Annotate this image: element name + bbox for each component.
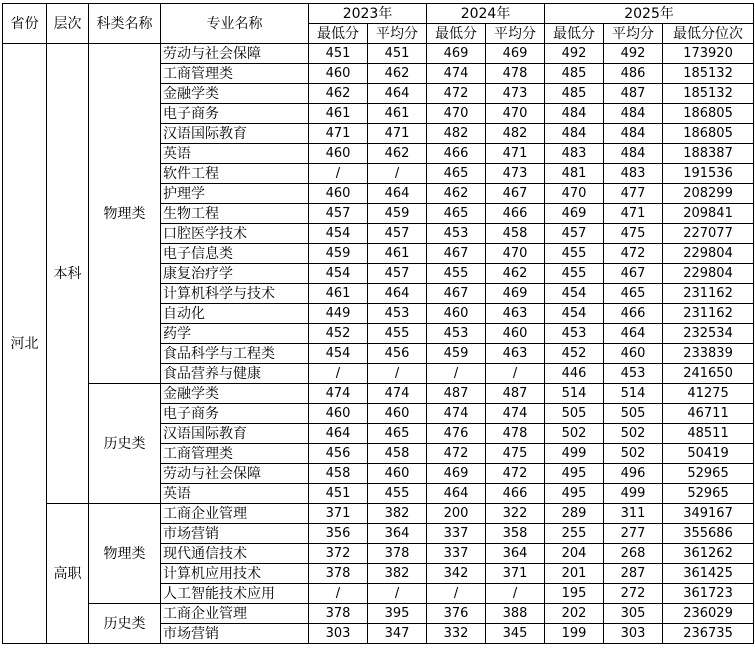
score-cell-a24: 478	[486, 64, 545, 84]
score-cell-r25: 191536	[663, 164, 754, 184]
score-cell-a24: 460	[486, 324, 545, 344]
score-cell-m25: 470	[545, 184, 604, 204]
category-cell: 历史类	[89, 604, 161, 644]
score-cell-a24: 473	[486, 84, 545, 104]
score-cell-r25: 361262	[663, 544, 754, 564]
score-cell-a23: 458	[368, 444, 427, 464]
score-cell-a25: 514	[604, 384, 663, 404]
header-min-score: 最低分	[427, 24, 486, 44]
score-cell-r25: 361723	[663, 584, 754, 604]
score-cell-m25: 457	[545, 224, 604, 244]
score-cell-a25: 311	[604, 504, 663, 524]
score-cell-m23: 378	[309, 604, 368, 624]
major-cell: 人工智能技术应用	[161, 584, 309, 604]
score-cell-a23: 460	[368, 404, 427, 424]
score-cell-a24: 487	[486, 384, 545, 404]
score-cell-m24: 464	[427, 484, 486, 504]
major-cell: 市场营销	[161, 524, 309, 544]
score-cell-a25: 466	[604, 304, 663, 324]
score-cell-m25: 484	[545, 104, 604, 124]
score-cell-a24: 471	[486, 144, 545, 164]
header-province: 省份	[3, 4, 47, 44]
table-row	[3, 604, 754, 624]
score-cell-m24: 337	[427, 544, 486, 564]
score-cell-a24: 364	[486, 544, 545, 564]
score-cell-m25: 455	[545, 244, 604, 264]
score-cell-r25: 41275	[663, 384, 754, 404]
category-cell: 物理类	[89, 504, 161, 604]
score-cell-m24: 466	[427, 144, 486, 164]
major-cell: 食品科学与工程类	[161, 344, 309, 364]
score-cell-m24: 472	[427, 444, 486, 464]
score-cell-m23: 461	[309, 284, 368, 304]
score-cell-m24: 460	[427, 304, 486, 324]
province-cell: 河北	[3, 44, 47, 644]
score-cell-m25: 483	[545, 144, 604, 164]
score-cell-a23: 465	[368, 424, 427, 444]
score-cell-m23: /	[309, 164, 368, 184]
score-cell-a23: 451	[368, 44, 427, 64]
header-year-2024: 2024年	[427, 4, 545, 24]
score-cell-a24: 462	[486, 264, 545, 284]
score-cell-a24: 469	[486, 284, 545, 304]
score-cell-m23: 464	[309, 424, 368, 444]
score-cell-m23: 451	[309, 484, 368, 504]
score-cell-m25: 484	[545, 124, 604, 144]
score-cell-a23: 455	[368, 484, 427, 504]
score-cell-m24: 455	[427, 264, 486, 284]
major-cell: 护理学	[161, 184, 309, 204]
score-cell-m25: 446	[545, 364, 604, 384]
major-cell: 汉语国际教育	[161, 424, 309, 444]
score-cell-m24: 459	[427, 344, 486, 364]
score-cell-r25: 229804	[663, 244, 754, 264]
score-cell-m23: 462	[309, 84, 368, 104]
score-cell-a25: 305	[604, 604, 663, 624]
score-cell-a25: 492	[604, 44, 663, 64]
score-cell-m25: 195	[545, 584, 604, 604]
score-cell-a25: 460	[604, 344, 663, 364]
score-cell-r25: 227077	[663, 224, 754, 244]
score-cell-m25: 454	[545, 304, 604, 324]
score-cell-a24: 458	[486, 224, 545, 244]
score-cell-r25: 236735	[663, 624, 754, 644]
score-cell-r25: 188387	[663, 144, 754, 164]
score-cell-r25: 231162	[663, 284, 754, 304]
score-cell-a25: 502	[604, 444, 663, 464]
score-cell-a23: 347	[368, 624, 427, 644]
score-cell-r25: 186805	[663, 104, 754, 124]
major-cell: 劳动与社会保障	[161, 464, 309, 484]
score-cell-a24: 470	[486, 104, 545, 124]
score-cell-m23: 471	[309, 124, 368, 144]
score-cell-r25: 185132	[663, 64, 754, 84]
score-cell-a24: 482	[486, 124, 545, 144]
score-cell-m25: 485	[545, 64, 604, 84]
score-cell-m23: 454	[309, 264, 368, 284]
score-cell-m23: 372	[309, 544, 368, 564]
score-cell-m25: 202	[545, 604, 604, 624]
major-cell: 金融学类	[161, 84, 309, 104]
score-cell-m24: 453	[427, 224, 486, 244]
score-cell-m24: 476	[427, 424, 486, 444]
score-cell-m24: 469	[427, 464, 486, 484]
header-year-2023: 2023年	[309, 4, 427, 24]
score-cell-a25: 486	[604, 64, 663, 84]
score-cell-r25: 361425	[663, 564, 754, 584]
table-row	[3, 44, 754, 64]
score-cell-r25: 208299	[663, 184, 754, 204]
score-cell-m23: 474	[309, 384, 368, 404]
score-cell-m23: 460	[309, 184, 368, 204]
score-cell-m25: 454	[545, 284, 604, 304]
score-cell-m24: 482	[427, 124, 486, 144]
score-cell-a24: 345	[486, 624, 545, 644]
score-cell-m23: 460	[309, 404, 368, 424]
score-cell-r25: 229804	[663, 264, 754, 284]
score-cell-a24: 463	[486, 344, 545, 364]
score-cell-m24: 487	[427, 384, 486, 404]
score-cell-m25: 481	[545, 164, 604, 184]
score-cell-a23: 464	[368, 284, 427, 304]
score-cell-a23: 455	[368, 324, 427, 344]
table-header	[3, 4, 754, 44]
score-cell-a23: /	[368, 164, 427, 184]
score-cell-m23: /	[309, 364, 368, 384]
score-cell-m25: 255	[545, 524, 604, 544]
score-cell-a25: 505	[604, 404, 663, 424]
score-cell-m23: 452	[309, 324, 368, 344]
score-cell-m25: 289	[545, 504, 604, 524]
score-cell-m24: 467	[427, 244, 486, 264]
score-cell-a25: 272	[604, 584, 663, 604]
major-cell: 电子信息类	[161, 244, 309, 264]
score-cell-m24: 465	[427, 164, 486, 184]
score-cell-a25: 465	[604, 284, 663, 304]
score-cell-m23: 371	[309, 504, 368, 524]
score-cell-a24: 467	[486, 184, 545, 204]
score-cell-a23: 464	[368, 84, 427, 104]
score-cell-m24: 453	[427, 324, 486, 344]
score-cell-a23: /	[368, 584, 427, 604]
score-cell-a24: 475	[486, 444, 545, 464]
major-cell: 工商管理类	[161, 64, 309, 84]
score-cell-r25: 52965	[663, 484, 754, 504]
score-cell-r25: 236029	[663, 604, 754, 624]
score-cell-r25: 233839	[663, 344, 754, 364]
score-cell-a25: 471	[604, 204, 663, 224]
score-cell-r25: 231162	[663, 304, 754, 324]
score-cell-a24: 466	[486, 204, 545, 224]
score-cell-a24: 463	[486, 304, 545, 324]
score-cell-a24: 371	[486, 564, 545, 584]
header-avg-score: 平均分	[368, 24, 427, 44]
score-cell-a25: 453	[604, 364, 663, 384]
major-cell: 金融学类	[161, 384, 309, 404]
major-cell: 劳动与社会保障	[161, 44, 309, 64]
major-cell: 食品营养与健康	[161, 364, 309, 384]
score-cell-a24: 469	[486, 44, 545, 64]
score-cell-r25: 173920	[663, 44, 754, 64]
score-cell-a23: 460	[368, 464, 427, 484]
score-cell-a23: 453	[368, 304, 427, 324]
score-cell-a24: 472	[486, 464, 545, 484]
score-cell-m23: 461	[309, 104, 368, 124]
score-cell-m24: 469	[427, 44, 486, 64]
major-cell: 汉语国际教育	[161, 124, 309, 144]
score-cell-m23: 454	[309, 344, 368, 364]
score-cell-r25: 355686	[663, 524, 754, 544]
header-category: 科类名称	[89, 4, 161, 44]
score-cell-m25: 495	[545, 484, 604, 504]
major-cell: 计算机科学与技术	[161, 284, 309, 304]
major-cell: 英语	[161, 144, 309, 164]
major-cell: 药学	[161, 324, 309, 344]
score-cell-a25: 477	[604, 184, 663, 204]
major-cell: 市场营销	[161, 624, 309, 644]
score-cell-a23: 457	[368, 224, 427, 244]
score-cell-a25: 475	[604, 224, 663, 244]
header-major: 专业名称	[161, 4, 309, 44]
score-cell-m23: 460	[309, 144, 368, 164]
header-level: 层次	[47, 4, 89, 44]
header-min-rank: 最低分位次	[663, 24, 754, 44]
score-cell-a25: 487	[604, 84, 663, 104]
score-cell-a23: 378	[368, 544, 427, 564]
score-cell-r25: 186805	[663, 124, 754, 144]
table-row	[3, 504, 754, 524]
score-cell-m23: /	[309, 584, 368, 604]
score-cell-a23: 364	[368, 524, 427, 544]
score-cell-m24: 472	[427, 84, 486, 104]
score-cell-a25: 472	[604, 244, 663, 264]
score-cell-m25: 469	[545, 204, 604, 224]
score-cell-r25: 50419	[663, 444, 754, 464]
score-cell-a25: 499	[604, 484, 663, 504]
score-cell-m24: 470	[427, 104, 486, 124]
header-avg-score: 平均分	[486, 24, 545, 44]
score-cell-a24: /	[486, 364, 545, 384]
category-cell: 历史类	[89, 384, 161, 504]
major-cell: 软件工程	[161, 164, 309, 184]
level-cell: 高职	[47, 504, 89, 644]
score-cell-a24: 388	[486, 604, 545, 624]
category-cell: 物理类	[89, 44, 161, 384]
score-cell-a23: 461	[368, 244, 427, 264]
score-cell-a23: 464	[368, 184, 427, 204]
table-body	[3, 44, 754, 644]
score-cell-m25: 495	[545, 464, 604, 484]
score-cell-a24: 478	[486, 424, 545, 444]
level-cell: 本科	[47, 44, 89, 504]
score-cell-r25: 349167	[663, 504, 754, 524]
score-cell-m24: 474	[427, 404, 486, 424]
header-min-score: 最低分	[545, 24, 604, 44]
score-cell-m23: 378	[309, 564, 368, 584]
score-cell-a23: 382	[368, 504, 427, 524]
score-cell-a24: 470	[486, 244, 545, 264]
score-cell-m25: 492	[545, 44, 604, 64]
score-cell-m24: 342	[427, 564, 486, 584]
score-cell-m24: 467	[427, 284, 486, 304]
score-cell-r25: 209841	[663, 204, 754, 224]
major-cell: 计算机应用技术	[161, 564, 309, 584]
score-cell-a24: 473	[486, 164, 545, 184]
score-cell-m24: /	[427, 584, 486, 604]
score-cell-m25: 201	[545, 564, 604, 584]
score-cell-m23: 458	[309, 464, 368, 484]
admission-scores-table	[2, 3, 754, 644]
score-cell-a23: 461	[368, 104, 427, 124]
score-cell-a23: 459	[368, 204, 427, 224]
score-cell-r25: 48511	[663, 424, 754, 444]
score-cell-r25: 241650	[663, 364, 754, 384]
score-cell-m23: 356	[309, 524, 368, 544]
score-cell-a24: 474	[486, 404, 545, 424]
major-cell: 自动化	[161, 304, 309, 324]
score-cell-a25: 496	[604, 464, 663, 484]
score-cell-r25: 46711	[663, 404, 754, 424]
score-cell-m23: 303	[309, 624, 368, 644]
score-cell-r25: 52965	[663, 464, 754, 484]
score-cell-a25: 268	[604, 544, 663, 564]
score-cell-a25: 464	[604, 324, 663, 344]
score-cell-m23: 454	[309, 224, 368, 244]
major-cell: 工商企业管理	[161, 504, 309, 524]
score-cell-a23: 457	[368, 264, 427, 284]
score-cell-a25: 467	[604, 264, 663, 284]
header-min-score: 最低分	[309, 24, 368, 44]
major-cell: 电子商务	[161, 404, 309, 424]
score-cell-m23: 449	[309, 304, 368, 324]
score-cell-m25: 485	[545, 84, 604, 104]
score-cell-m25: 199	[545, 624, 604, 644]
score-cell-a25: 502	[604, 424, 663, 444]
score-cell-a23: 462	[368, 64, 427, 84]
score-cell-m25: 452	[545, 344, 604, 364]
major-cell: 工商企业管理	[161, 604, 309, 624]
score-cell-m25: 204	[545, 544, 604, 564]
major-cell: 康复治疗学	[161, 264, 309, 284]
score-cell-a23: 382	[368, 564, 427, 584]
score-cell-m25: 455	[545, 264, 604, 284]
major-cell: 电子商务	[161, 104, 309, 124]
score-cell-m24: /	[427, 364, 486, 384]
major-cell: 英语	[161, 484, 309, 504]
score-cell-a23: /	[368, 364, 427, 384]
score-cell-m24: 462	[427, 184, 486, 204]
score-cell-a25: 303	[604, 624, 663, 644]
score-cell-a24: 322	[486, 504, 545, 524]
score-cell-m23: 451	[309, 44, 368, 64]
score-cell-m23: 460	[309, 64, 368, 84]
major-cell: 生物工程	[161, 204, 309, 224]
score-cell-a23: 395	[368, 604, 427, 624]
score-cell-m24: 465	[427, 204, 486, 224]
score-cell-a25: 277	[604, 524, 663, 544]
table-row	[3, 384, 754, 404]
score-cell-a24: 466	[486, 484, 545, 504]
major-cell: 工商管理类	[161, 444, 309, 464]
score-cell-r25: 232534	[663, 324, 754, 344]
header-year-2025: 2025年	[545, 4, 754, 24]
score-cell-a25: 483	[604, 164, 663, 184]
score-cell-m25: 505	[545, 404, 604, 424]
major-cell: 现代通信技术	[161, 544, 309, 564]
score-cell-m24: 474	[427, 64, 486, 84]
score-cell-m24: 332	[427, 624, 486, 644]
score-cell-m23: 456	[309, 444, 368, 464]
score-cell-m24: 200	[427, 504, 486, 524]
score-cell-a25: 287	[604, 564, 663, 584]
score-cell-a23: 474	[368, 384, 427, 404]
score-cell-a25: 484	[604, 144, 663, 164]
score-cell-m25: 499	[545, 444, 604, 464]
major-cell: 口腔医学技术	[161, 224, 309, 244]
header-avg-score: 平均分	[604, 24, 663, 44]
score-cell-m25: 502	[545, 424, 604, 444]
score-cell-m23: 457	[309, 204, 368, 224]
score-cell-a25: 484	[604, 104, 663, 124]
score-cell-a23: 471	[368, 124, 427, 144]
score-cell-m24: 337	[427, 524, 486, 544]
score-cell-a23: 456	[368, 344, 427, 364]
score-cell-a25: 484	[604, 124, 663, 144]
score-cell-a24: 358	[486, 524, 545, 544]
score-cell-a23: 462	[368, 144, 427, 164]
score-cell-a24: /	[486, 584, 545, 604]
score-cell-m23: 459	[309, 244, 368, 264]
score-cell-r25: 185132	[663, 84, 754, 104]
score-cell-m25: 514	[545, 384, 604, 404]
score-cell-m24: 376	[427, 604, 486, 624]
score-cell-m25: 453	[545, 324, 604, 344]
